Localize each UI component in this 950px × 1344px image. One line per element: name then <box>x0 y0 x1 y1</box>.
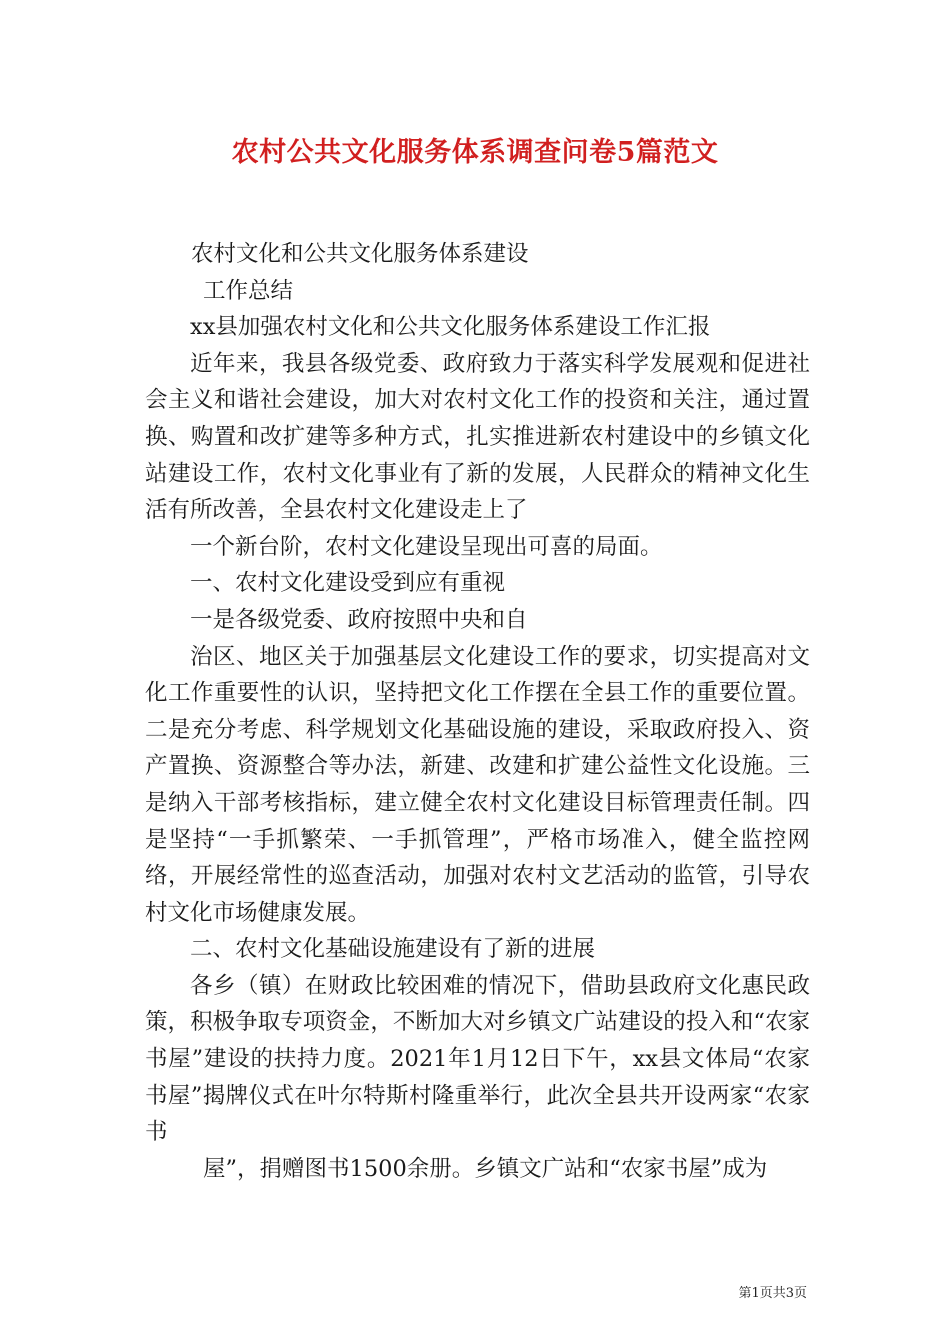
document-body <box>145 236 810 1187</box>
paragraph-new-stage: 一个新台阶，农村文化建设呈现出可喜的局面。 <box>190 533 663 560</box>
paragraph-intro: 近年来，我县各级党委、政府致力于落实科学发展观和促进社会主义和谐社会建设，加大对农村文化工作的投资和关注，通过置换、购置和改扩建等多种方式，扎实推进新农村建设中的乡镇文化站建设工作，农村文化事业有了新的发展，人民群众的精神文化生活有所改善，全县农村文化建设走上了 <box>145 350 810 524</box>
paragraph-point-one: 一是各级党委、政府按照中央和自 <box>190 606 528 633</box>
paragraph-heading-two: 二、农村文化基础设施建设有了新的进展 <box>190 936 596 963</box>
paragraph-heading-one: 一、农村文化建设受到应有重视 <box>190 570 506 597</box>
paragraph-continuation: 屋”，捐赠图书1500余册。乡镇文广站和“农家书屋”成为 <box>203 1155 768 1182</box>
document-title: 农村公共文化服务体系调查问卷5篇范文 <box>231 137 719 168</box>
page-number: 第1页共3页 <box>738 1286 807 1301</box>
paragraph-report-title: xx县加强农村文化和公共文化服务体系建设工作汇报 <box>190 314 711 341</box>
paragraph-measures: 治区、地区关于加强基层文化建设工作的要求，切实提高对文化工作重要性的认识，坚持把文化工作摆在全县工作的重要位置。二是充分考虑、科学规划文化基础设施的建设，采取政府投入、资产置换、资源整合等办法，新建、改建和扩建公益性文化设施。三是纳入干部考核指标，建立健全农村文化建设目标管理责任制。四是坚持“一手抓繁荣、一手抓管理”，严格市场准入，健全监控网络，开展经常性的巡查活动，加强对农村文艺活动的监管，引导农村文化市场健康发展。 <box>145 643 810 926</box>
paragraph-facilities: 各乡（镇）在财政比较困难的情况下，借助县政府文化惠民政策，积极争取专项资金，不断加大对乡镇文广站建设的投入和“农家书屋”建设的扶持力度。2021年1月12日下午，xx县文体局“农家书屋”揭牌仪式在叶尔特斯村隆重举行，此次全县共开设两家“农家书 <box>145 972 810 1146</box>
paragraph-work-summary: 工作总结 <box>203 277 294 304</box>
paragraph-section-heading: 农村文化和公共文化服务体系建设 <box>191 241 529 267</box>
